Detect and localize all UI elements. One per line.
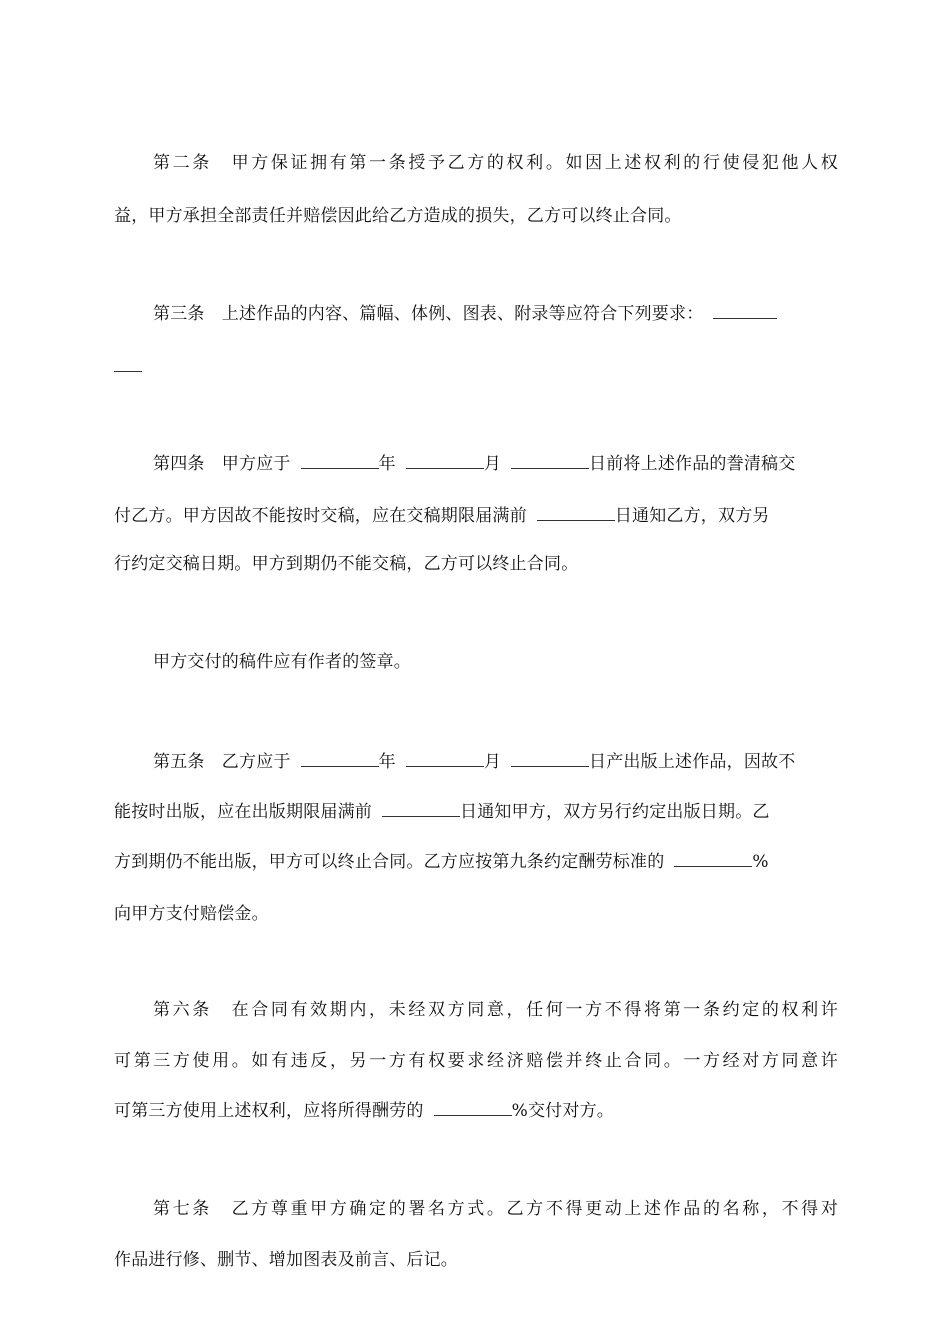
article-4-line-2	[114, 505, 838, 527]
publish-month-label: 月	[483, 752, 502, 772]
publish-month-blank[interactable]	[406, 752, 484, 767]
month-blank[interactable]	[406, 454, 484, 469]
publish-notice-blank[interactable]	[382, 802, 460, 817]
article-5-text-2a: 能按时出版，应在出版期限届满前	[114, 802, 372, 822]
day-blank[interactable]	[511, 454, 589, 469]
article-6-text-3a: 可第三方使用上述权利，应将所得酬劳的	[114, 1101, 424, 1121]
article-6-line-2: 可第三方使用。如有违反，另一方有权要求经济赔偿并终止合同。一方经对方同意许	[114, 1051, 838, 1071]
article-7-line-1: 第七条 乙方尊重甲方确定的署名方式。乙方不得更动上述作品的名称，不得对	[153, 1199, 838, 1219]
article-5-text-d: 日产出版上述作品，因故不	[589, 752, 796, 772]
publish-year-blank[interactable]	[301, 752, 379, 767]
article-3-blank-continued[interactable]	[114, 357, 142, 372]
percent-sign: %	[752, 852, 769, 872]
article-5-text-2b: 日通知甲方，双方另行约定出版日期。乙	[460, 802, 770, 822]
article-7-line-2: 作品进行修、删节、增加图表及前言、后记。	[114, 1250, 458, 1270]
article-2-line-2: 益，甲方承担全部责任并赔偿因此给乙方造成的损失，乙方可以终止合同。	[114, 206, 682, 226]
year-label: 年	[378, 454, 396, 474]
article-3-line-1	[153, 303, 838, 325]
article-3-text: 第三条 上述作品的内容、篇幅、体例、图表、附录等应符合下列要求：	[153, 304, 704, 324]
publish-day-blank[interactable]	[511, 752, 589, 767]
year-blank[interactable]	[301, 454, 379, 469]
article-5-line-4: 向甲方支付赔偿金。	[114, 904, 269, 924]
article-3-line-2	[114, 356, 838, 378]
article-5-text-a: 第五条 乙方应于	[153, 752, 291, 772]
notice-days-blank[interactable]	[537, 506, 615, 521]
article-6-text-3b: %交付对方。	[511, 1101, 614, 1121]
article-6-line-3	[114, 1100, 838, 1122]
article-3-blank[interactable]	[713, 304, 777, 319]
compensation-percent-blank[interactable]	[674, 852, 752, 867]
article-5-text-3a: 方到期仍不能出版，甲方可以终止合同。乙方应按第九条约定酬劳标准的	[114, 852, 665, 872]
article-6-line-1: 第六条 在合同有效期内，未经双方同意，任何一方不得将第一条约定的权利许	[153, 1000, 838, 1020]
article-2-line-1: 第二条 甲方保证拥有第一条授予乙方的权利。如因上述权利的行使侵犯他人权	[153, 153, 838, 173]
article-5-line-1	[153, 751, 838, 773]
article-5-line-3	[114, 851, 838, 873]
license-percent-blank[interactable]	[434, 1101, 512, 1116]
article-5-line-2	[114, 801, 838, 823]
article-4-text-d: 日前将上述作品的誊清稿交	[589, 454, 796, 474]
article-4-line-1	[153, 453, 838, 475]
article-4-text-2b: 日通知乙方，双方另	[614, 506, 770, 526]
publish-year-label: 年	[378, 752, 396, 772]
article-4-text-2a: 付乙方。甲方因故不能按时交稿，应在交稿期限届满前	[114, 506, 527, 526]
article-4-line-3: 行约定交稿日期。甲方到期仍不能交稿，乙方可以终止合同。	[114, 554, 579, 574]
article-4-text-a: 第四条 甲方应于	[153, 454, 291, 474]
month-label: 月	[483, 454, 502, 474]
signature-note: 甲方交付的稿件应有作者的签章。	[153, 652, 411, 672]
